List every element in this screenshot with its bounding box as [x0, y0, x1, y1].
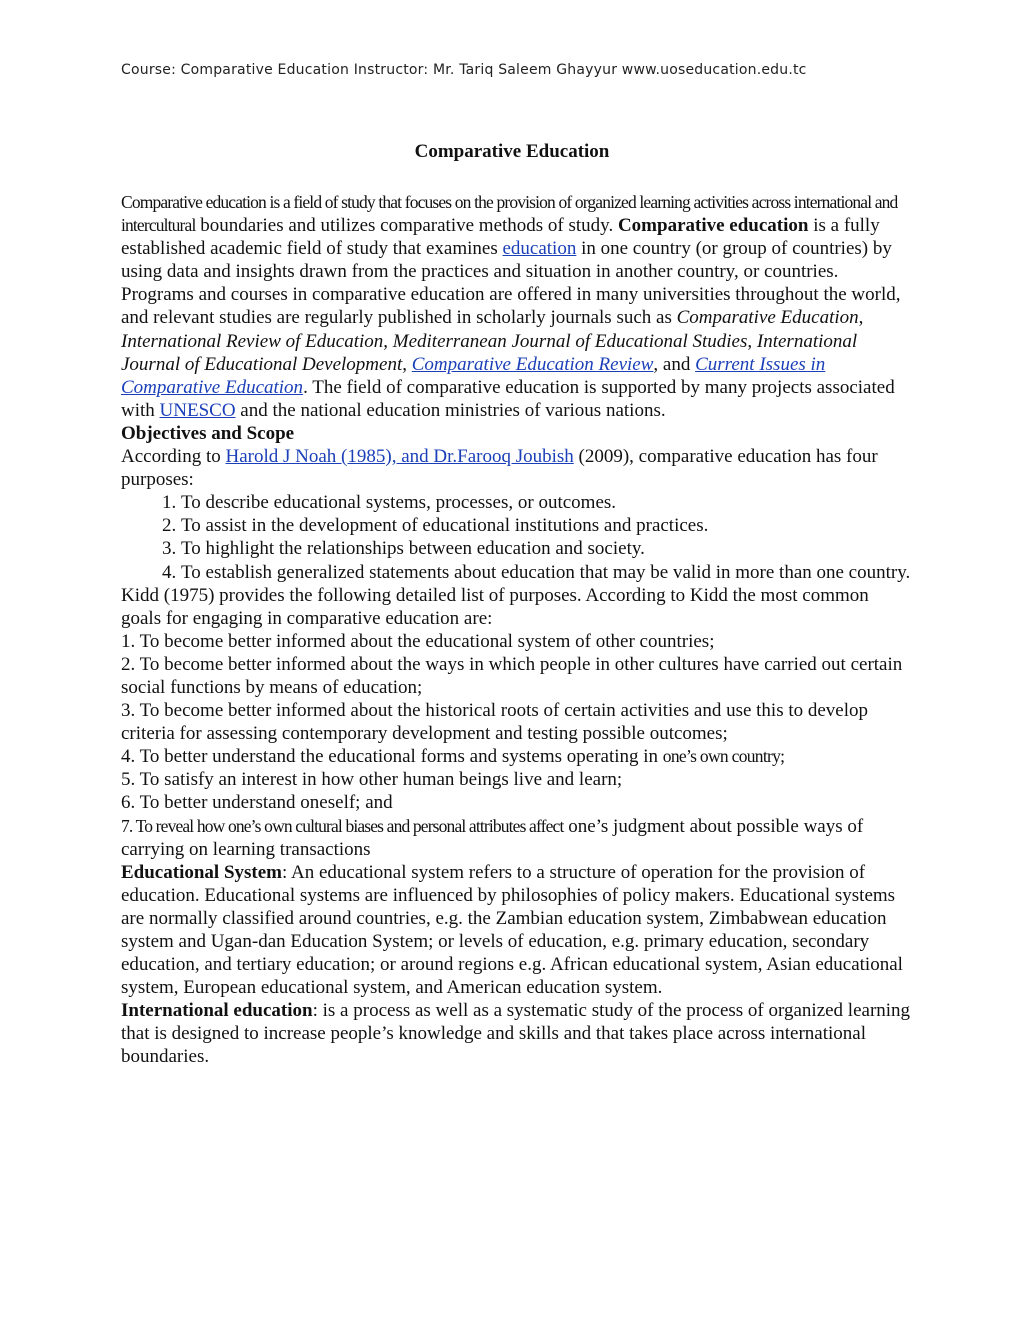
kidd-goal: 3. To become better informed about the historical roots of certain activities and use this to develop criteria for assessing contemporary development and testing possible outcomes;	[121, 700, 869, 745]
journal-title: Comparative Education	[676, 307, 859, 329]
objectives-heading: Objectives and Scope	[121, 422, 295, 444]
kidd-goal: 1. To become better informed about the educational system of other countries;	[121, 630, 715, 652]
list-item: 2. To assist in the development of educational institutions and practices.	[181, 514, 911, 537]
kidd-intro: Kidd (1975) provides the following detailed list of purposes. According to Kidd the most common goals for engaging in comparative education are:	[121, 584, 869, 629]
list-item: 4. To establish generalized statements about education that may be valid in more than one country.	[181, 561, 911, 584]
kidd-goal-text: 7. To reveal how one’s own cultural biases and personal attributes affect	[121, 815, 564, 836]
intro-condensed-text: Comparative education is a field of study that focuses on the provision of organized learning activities across international and intercultural	[121, 192, 898, 236]
list-item: 3. To highlight the relationships between education and society.	[181, 537, 911, 560]
international-education-text: : is a process as well as a systematic study of the process of organized learning that is designed to increase people’s knowledge and skills and that takes place across international boundaries.	[121, 1000, 911, 1068]
separator: ,	[858, 307, 864, 329]
list-item: 1. To describe educational systems, processes, or outcomes.	[181, 491, 911, 514]
objectives-text: According to	[121, 446, 226, 468]
page-header: Course: Comparative Education Instructor: Mr. Tariq Saleem Ghayyur www.uoseducation.edu.tc	[121, 62, 807, 78]
separator: ,	[383, 330, 393, 352]
intro-bold-term: Comparative education	[617, 215, 809, 237]
document-body	[121, 191, 911, 1069]
educational-system-heading: Educational System	[121, 861, 282, 883]
separator: ,	[402, 353, 412, 375]
purposes-list	[121, 491, 911, 583]
separator: , and	[653, 353, 696, 375]
noah-joubish-link[interactable]: Harold J Noah (1985), and Dr.Farooq Joubish	[225, 446, 574, 468]
separator: ,	[747, 330, 757, 352]
educational-system-text: : An educational system refers to a structure of operation for the provision of education. Educational systems are influenced by philosophies of policy makers. Educational systems are normally classified around countries, e.g. the Zambian education system, Zimbabwean education system and Ugan-dan Education System; or levels of education, e.g. primary education, secondary education, and tertiary education; or around regions e.g. African educational system, Asian educational system, European educational system, and American education system.	[121, 861, 903, 999]
intro-text: . The field of comparative education is supported by many projects associated with	[121, 376, 895, 421]
intro-text: in one country (or group of countries) by using data and insights drawn from the practices and situation in another country, or countries. Programs and courses in comparative education are offered in many universities throughout the world, and relevant studies are regularly published in scholarly journals such as	[121, 238, 901, 329]
journal-title: International Review of Education	[121, 330, 384, 352]
kidd-goal: 6. To better understand oneself; and	[121, 792, 393, 814]
journal-title: Current Issues in Comparative Education	[121, 353, 826, 398]
kidd-goal-text: one’s own country;	[662, 746, 785, 767]
kidd-goal	[121, 815, 911, 861]
intro-text: is a fully established academic field of study that examines	[121, 215, 880, 260]
intro-paragraph	[121, 191, 911, 422]
objectives-paragraph	[121, 445, 911, 491]
unesco-link[interactable]: UNESCO	[159, 399, 236, 421]
kidd-goal-text: one’s judgment about possible ways of carrying on learning transactions	[121, 815, 864, 860]
international-education-paragraph	[121, 999, 911, 1068]
journal-title: International Journal of Educational Development	[121, 330, 858, 375]
intro-text: boundaries and utilizes comparative methods of study.	[195, 215, 618, 237]
comparative-education-review-link[interactable]	[412, 354, 654, 375]
education-link[interactable]: education	[502, 238, 577, 260]
kidd-goal: 5. To satisfy an interest in how other human beings live and learn;	[121, 769, 623, 791]
international-education-heading: International education	[121, 1000, 313, 1022]
objectives-text: (2009), comparative education has four purposes:	[121, 446, 878, 491]
journal-title: Comparative Education Review	[411, 353, 654, 375]
document-title: Comparative Education	[414, 141, 610, 162]
kidd-goal: 2. To become better informed about the ways in which people in other cultures have carried out certain social functions by means of education;	[121, 653, 903, 698]
kidd-goal-text: 4. To better understand the educational forms and systems operating in	[121, 746, 663, 768]
educational-system-paragraph	[121, 861, 911, 1000]
intro-text: and the national education ministries of various nations.	[235, 399, 666, 421]
journal-title: Mediterranean Journal of Educational Studies	[392, 330, 748, 352]
kidd-goal	[121, 745, 911, 768]
